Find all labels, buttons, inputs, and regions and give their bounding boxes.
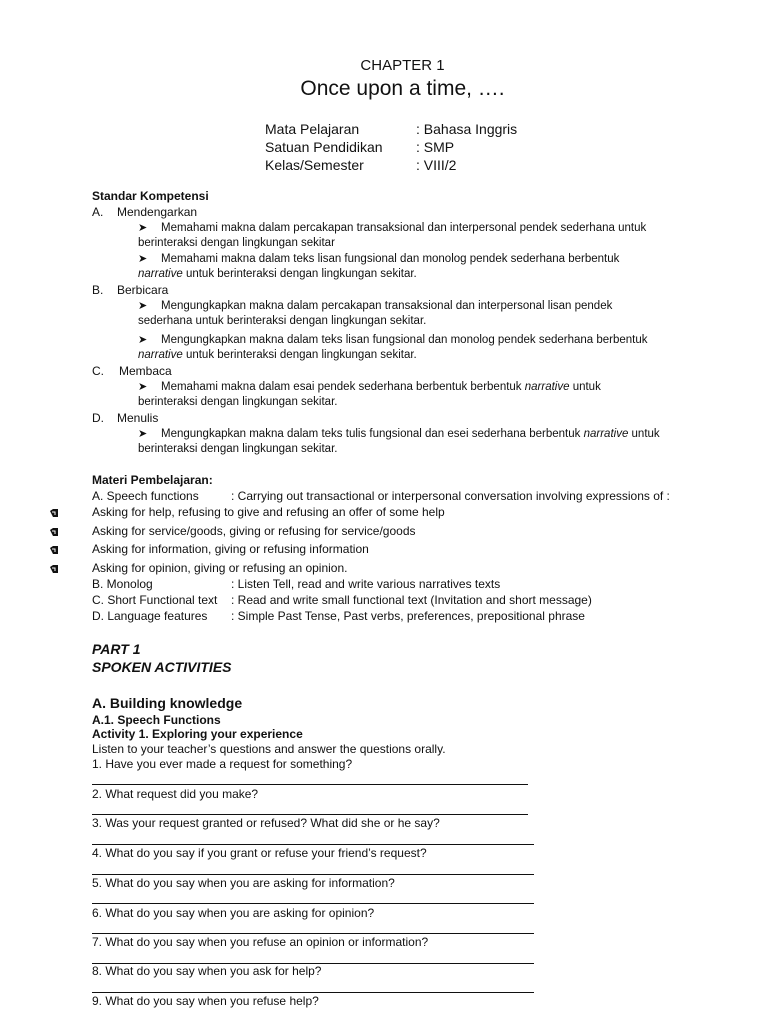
- question-6: 6. What do you say when you are asking for opinion?: [92, 906, 375, 920]
- standar-c-b1-line1: [161, 380, 601, 395]
- question-8: 8. What do you say when you ask for help?: [92, 964, 322, 978]
- part-subtitle: SPOKEN ACTIVITIES: [92, 659, 232, 675]
- question-7: 7. What do you say when you refuse an opinion or information?: [92, 935, 429, 949]
- activity-title: Activity 1. Exploring your experience: [92, 727, 303, 741]
- info-value-unit: : SMP: [416, 139, 455, 155]
- materi-a-label: A. Speech functions: [92, 489, 199, 503]
- answer-line: [92, 933, 534, 934]
- text-run: untuk: [628, 428, 660, 440]
- materi-d-label: D. Language features: [92, 609, 208, 623]
- standar-a-b1-line2: berinteraksi dengan lingkungan sekitar: [138, 237, 335, 249]
- arrowhead-bullet-icon: [50, 546, 58, 554]
- question-2: 2. What request did you make?: [92, 787, 259, 801]
- standar-c-letter: C.: [92, 364, 104, 378]
- standar-a-b2-line1: Memahami makna dalam teks lisan fungsional dan monolog pendek sederhana berbentuk: [161, 253, 620, 265]
- info-value-subject: : Bahasa Inggris: [416, 121, 518, 137]
- answer-line: [92, 844, 534, 845]
- standar-b-b2-line1: Mengungkapkan makna dalam teks lisan fungsional dan monolog pendek sederhana berbentuk: [161, 334, 648, 346]
- text-run: untuk berinteraksi dengan lingkungan sekitar.: [182, 349, 417, 361]
- standar-a-b2-line2: [138, 267, 417, 282]
- info-label-class: Kelas/Semester: [265, 157, 364, 173]
- info-label-subject: Mata Pelajaran: [265, 121, 360, 137]
- arrowhead-bullet-icon: [50, 565, 58, 573]
- question-5: 5. What do you say when you are asking for information?: [92, 876, 395, 890]
- materi-bullet-2: Asking for service/goods, giving or refusing for service/goods: [92, 524, 416, 538]
- text-run: untuk: [569, 381, 601, 393]
- arrow-bullet-icon: ➤: [138, 428, 148, 440]
- materi-c-value: : Read and write small functional text (Invitation and short message): [231, 593, 592, 607]
- question-9: 9. What do you say when you refuse help?: [92, 994, 319, 1008]
- section-title: A. Building knowledge: [92, 695, 243, 711]
- standar-b-b2-line2: [138, 348, 417, 363]
- standar-d-b1-line2: berinteraksi dengan lingkungan sekitar.: [138, 443, 338, 455]
- materi-b-label: B. Monolog: [92, 577, 153, 591]
- text-run: Memahami makna dalam esai pendek sederhana berbentuk berbentuk: [161, 381, 525, 393]
- materi-c-label: C. Short Functional text: [92, 593, 218, 607]
- part-title: PART 1: [92, 641, 141, 657]
- answer-line: [92, 874, 534, 875]
- standar-heading: Standar Kompetensi: [92, 189, 209, 203]
- chapter-title: Once upon a time, ….: [300, 77, 505, 100]
- info-label-unit: Satuan Pendidikan: [265, 139, 383, 155]
- standar-a-name: Mendengarkan: [117, 205, 198, 219]
- standar-b-b1-line2: sederhana untuk berinteraksi dengan lingkungan sekitar.: [138, 315, 427, 327]
- standar-b-b1-line1: Mengungkapkan makna dalam percakapan transaksional dan interpersonal lisan pendek: [161, 300, 613, 312]
- materi-bullet-1: Asking for help, refusing to give and refusing an offer of some help: [92, 505, 445, 519]
- answer-line: [92, 814, 528, 815]
- materi-bullet-4: Asking for opinion, giving or refusing an opinion.: [92, 561, 348, 575]
- italic-term: narrative: [583, 428, 629, 440]
- question-1: 1. Have you ever made a request for something?: [92, 757, 353, 771]
- activity-instruction: Listen to your teacher’s questions and answer the questions orally.: [92, 742, 446, 756]
- arrow-bullet-icon: ➤: [138, 381, 148, 393]
- standar-c-b1-line2: berinteraksi dengan lingkungan sekitar.: [138, 396, 338, 408]
- standar-d-name: Menulis: [117, 411, 159, 425]
- materi-d-value: : Simple Past Tense, Past verbs, preferences, prepositional phrase: [231, 609, 585, 623]
- materi-b-value: : Listen Tell, read and write various narratives texts: [231, 577, 501, 591]
- standar-b-name: Berbicara: [117, 283, 169, 297]
- standar-b-letter: B.: [92, 283, 104, 297]
- arrow-bullet-icon: ➤: [138, 334, 148, 346]
- text-run: untuk berinteraksi dengan lingkungan sekitar.: [182, 268, 417, 280]
- section-sub: A.1. Speech Functions: [92, 713, 221, 727]
- answer-line: [92, 992, 534, 993]
- materi-heading: Materi Pembelajaran:: [92, 473, 213, 487]
- chapter-label: CHAPTER 1: [360, 57, 445, 74]
- italic-term: narrative: [138, 349, 183, 361]
- text-run: Mengungkapkan makna dalam teks tulis fungsional dan esei sederhana berbentuk: [161, 428, 584, 440]
- answer-line: [92, 903, 534, 904]
- standar-d-b1-line1: [161, 427, 660, 442]
- answer-line: [92, 784, 528, 785]
- arrow-bullet-icon: ➤: [138, 300, 148, 312]
- info-value-class: : VIII/2: [416, 157, 457, 173]
- standar-d-letter: D.: [92, 411, 104, 425]
- question-3: 3. Was your request granted or refused? What did she or he say?: [92, 816, 440, 830]
- arrowhead-bullet-icon: [50, 509, 58, 517]
- standar-c-name: Membaca: [119, 364, 172, 378]
- arrow-bullet-icon: ➤: [138, 222, 148, 234]
- arrowhead-bullet-icon: [50, 528, 58, 536]
- standar-a-b1-line1: Memahami makna dalam percakapan transaksional dan interpersonal pendek sederhana untuk: [161, 222, 647, 234]
- italic-term: narrative: [524, 381, 570, 393]
- arrow-bullet-icon: ➤: [138, 253, 148, 265]
- question-4: 4. What do you say if you grant or refuse your friend’s request?: [92, 846, 427, 860]
- materi-a-value: : Carrying out transactional or interpersonal conversation involving expressions of :: [231, 489, 670, 503]
- materi-bullet-3: Asking for information, giving or refusing information: [92, 542, 369, 556]
- italic-term: narrative: [138, 268, 183, 280]
- standar-a-letter: A.: [92, 205, 104, 219]
